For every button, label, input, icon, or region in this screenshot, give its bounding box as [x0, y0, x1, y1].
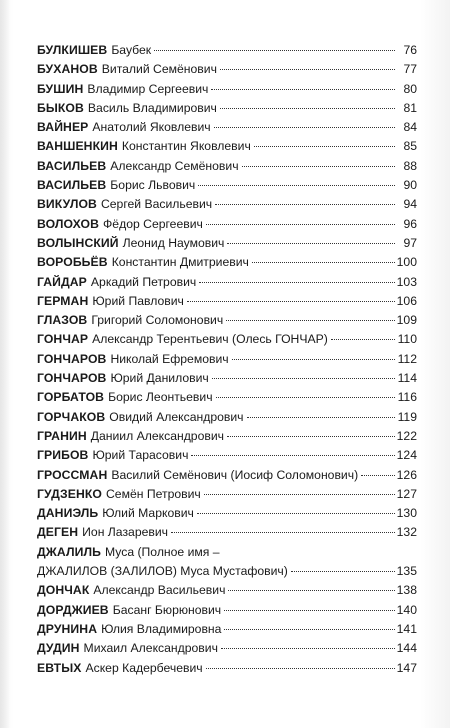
toc-entry-line [37, 350, 417, 369]
toc-entry-line [37, 581, 417, 600]
toc-entry [37, 639, 417, 658]
toc-entry-line [37, 485, 417, 504]
toc-entry [37, 620, 417, 639]
author-surname: ГОНЧАРОВ [37, 351, 107, 366]
author-given-name: Борис Леонтьевич [108, 390, 213, 405]
toc-entry-line [37, 195, 417, 214]
author-given-name: Василий Семёнович (Иосиф Соломонович) [111, 467, 359, 482]
toc-entry [37, 311, 417, 330]
author-surname: БУШИН [37, 81, 84, 96]
author-surname: ДРУНИНА [37, 621, 98, 636]
dot-leader [214, 127, 395, 128]
toc-entry [37, 157, 417, 176]
toc-entry-line [37, 80, 417, 99]
author-given-name: Константин Яковлевич [121, 139, 251, 154]
author-given-name: Овидий Александрович [109, 409, 244, 424]
author-given-name: Муса (Полное имя – [104, 544, 220, 559]
author-given-name: Сергей Васильевич [100, 197, 213, 212]
toc-entry [37, 330, 417, 349]
page-number: 97 [403, 235, 417, 250]
author-given-name: Николай Ефремович [110, 351, 229, 366]
toc-entry [37, 99, 417, 118]
page-number: 77 [403, 62, 417, 77]
dot-leader [226, 320, 394, 321]
author-surname: ДОНЧАК [37, 583, 90, 598]
toc-entry-line [37, 118, 417, 137]
toc-entry [37, 523, 417, 542]
toc-entry-line [37, 504, 417, 523]
page-number: 127 [396, 486, 417, 501]
author-given-name: Юрий Данилович [110, 371, 209, 386]
page-number: 130 [396, 506, 417, 521]
author-given-name: Василь Владимирович [87, 100, 217, 115]
page-number: 124 [396, 448, 417, 463]
author-surname: ВОЛОХОВ [37, 216, 100, 231]
toc-entry [37, 350, 417, 369]
toc-entry [37, 581, 417, 600]
author-surname: ГЛАЗОВ [37, 313, 88, 328]
author-surname: БУЛКИШЕВ [37, 43, 108, 57]
page-number: 114 [397, 371, 417, 386]
toc-entry [37, 543, 417, 582]
author-given-name: Виталий Семёнович [101, 62, 217, 77]
author-surname: ГАЙДАР [37, 274, 87, 289]
dot-leader [227, 243, 395, 244]
author-given-name: Григорий Соломонович [91, 313, 224, 328]
toc-entry-line [37, 659, 417, 678]
author-given-name: Семён Петрович [106, 486, 201, 501]
page-number: 84 [403, 120, 417, 135]
page-number: 141 [396, 621, 417, 636]
author-surname: ГОНЧАРОВ [37, 371, 107, 386]
author-given-name: Константин Дмитриевич [111, 255, 249, 270]
toc-entry [37, 659, 417, 678]
dot-leader [215, 204, 395, 205]
author-given-name: Басанг Бюрюнович [112, 602, 222, 617]
page-number: 103 [396, 274, 417, 289]
dot-leader [206, 668, 395, 669]
author-surname: БЫКОВ [37, 100, 84, 115]
author-surname: ГУДЗЕНКО [37, 486, 102, 501]
toc-entry-continuation-line [37, 562, 417, 581]
dot-leader [197, 513, 395, 514]
author-surname: ГЕРМАН [37, 293, 89, 308]
author-given-name: Владимир Сергеевич [87, 81, 209, 96]
author-surname: ГОРЧАКОВ [37, 409, 106, 424]
toc-entry [37, 118, 417, 137]
toc-entry-line [37, 234, 417, 253]
author-given-name: Александр Семёнович [110, 158, 239, 173]
page-number: 88 [403, 158, 417, 173]
dot-leader [221, 648, 395, 649]
toc-entry-line [37, 273, 417, 292]
dot-leader [227, 436, 395, 437]
dot-leader [254, 146, 395, 147]
page-number: 90 [403, 178, 417, 193]
toc-entry-line [37, 543, 417, 562]
author-surname: БУХАНОВ [37, 62, 98, 77]
author-given-name: Михаил Александрович [83, 641, 218, 656]
author-surname: ЕВТЫХ [37, 660, 82, 675]
toc-entry [37, 41, 417, 60]
dot-leader [361, 475, 395, 476]
page-number: 81 [403, 100, 417, 115]
toc-entry [37, 446, 417, 465]
toc-entry [37, 80, 417, 99]
page-number: 122 [396, 428, 417, 443]
dot-leader [247, 417, 395, 418]
author-given-name: Юлий Маркович [102, 506, 194, 521]
author-surname: ГРОССМАН [37, 467, 108, 482]
page-number: 80 [403, 81, 417, 96]
toc-entry [37, 273, 417, 292]
page-number: 138 [396, 583, 417, 598]
page-number: 112 [397, 351, 417, 366]
author-given-name: Александр Васильевич [93, 583, 226, 598]
author-given-name: Борис Львович [110, 178, 196, 193]
author-given-name: Леонид Наумович [122, 235, 225, 250]
page-number: 110 [397, 332, 417, 347]
author-given-name: Юлия Владимировна [101, 621, 222, 636]
toc-entry [37, 253, 417, 272]
author-surname: ВАСИЛЬЕВ [37, 178, 107, 193]
toc-entry-line [37, 427, 417, 446]
page-number: 116 [397, 390, 417, 405]
dot-leader [154, 50, 395, 51]
dot-leader [252, 262, 395, 263]
toc-entry [37, 408, 417, 427]
dot-leader [291, 571, 395, 572]
author-surname: ВОРОБЬЁВ [37, 255, 108, 270]
dot-leader [204, 494, 395, 495]
dot-leader [187, 301, 395, 302]
author-surname: ВОЛЫНСКИЙ [37, 235, 119, 250]
author-surname: ДУДИН [37, 641, 80, 656]
author-surname: ВАЙНЕР [37, 120, 89, 135]
page-number: 109 [396, 313, 417, 328]
toc-entry [37, 388, 417, 407]
toc-entry-line [37, 253, 417, 272]
dot-leader [212, 378, 395, 379]
toc-entry-line [37, 137, 417, 156]
page-number: 106 [396, 293, 417, 308]
page-number: 140 [396, 602, 417, 617]
author-given-name: Юрий Тарасович [92, 448, 189, 463]
toc-entry [37, 292, 417, 311]
author-given-name: Фёдор Сергеевич [103, 216, 203, 231]
page-number: 126 [396, 467, 417, 482]
page-number: 119 [397, 409, 417, 424]
toc-entry-line [37, 41, 417, 60]
author-surname: ДАНИЭЛЬ [37, 506, 99, 521]
toc-entry-line [37, 408, 417, 427]
toc-entry-line [37, 157, 417, 176]
toc-entry-line [37, 523, 417, 542]
page-number: 76 [403, 43, 417, 57]
dot-leader [216, 397, 395, 398]
toc-entry-line [37, 311, 417, 330]
dot-leader [206, 224, 395, 225]
dot-leader [228, 590, 394, 591]
toc-entry [37, 234, 417, 253]
author-surname: ДЕГЕН [37, 525, 79, 540]
toc-entry [37, 601, 417, 620]
author-given-name: Юрий Павлович [92, 293, 184, 308]
page-number: 144 [396, 641, 417, 656]
toc-entry [37, 60, 417, 79]
author-surname: ВАСИЛЬЕВ [37, 158, 107, 173]
toc-entry-line [37, 215, 417, 234]
dot-leader [242, 166, 395, 167]
author-given-name: Аркадий Петрович [90, 274, 197, 289]
dot-leader [199, 282, 394, 283]
toc-entry-line [37, 369, 417, 388]
toc-entry-line [37, 330, 417, 349]
toc-entry [37, 195, 417, 214]
toc-entry-line [37, 601, 417, 620]
toc-entry [37, 176, 417, 195]
author-name-continuation: ДЖАЛИЛОВ (ЗАЛИЛОВ) Муса Мустафович) [37, 564, 288, 579]
toc-entry-line [37, 446, 417, 465]
page-number: 135 [396, 564, 417, 579]
author-surname: ГОРБАТОВ [37, 390, 105, 405]
toc-entry [37, 466, 417, 485]
toc-entry [37, 215, 417, 234]
author-given-name: Ион Лазаревич [82, 525, 169, 540]
page-number: 94 [403, 197, 417, 212]
author-surname: ГРИБОВ [37, 448, 89, 463]
dot-leader [191, 455, 394, 456]
toc-entry-line [37, 176, 417, 195]
dot-leader [171, 532, 395, 533]
toc-entry [37, 369, 417, 388]
toc-entry-line [37, 99, 417, 118]
toc-entry-line [37, 388, 417, 407]
toc-entry-line [37, 639, 417, 658]
toc-entry [37, 137, 417, 156]
author-given-name: Даниил Александрович [90, 428, 224, 443]
toc-entry [37, 485, 417, 504]
page-number: 85 [403, 139, 417, 154]
toc-entry-line [37, 466, 417, 485]
author-surname: ГОНЧАР [37, 332, 89, 347]
toc-entry [37, 427, 417, 446]
author-given-name: Анатолий Яковлевич [92, 120, 211, 135]
page-number: 147 [396, 660, 417, 675]
author-surname: ВИКУЛОВ [37, 197, 97, 212]
dot-leader [224, 610, 395, 611]
dot-leader [232, 359, 395, 360]
toc-entry [37, 504, 417, 523]
dot-leader [224, 629, 394, 630]
toc-entry-line [37, 620, 417, 639]
page-number: 100 [396, 255, 417, 270]
page-number: 96 [403, 216, 417, 231]
author-surname: ДЖАЛИЛЬ [37, 544, 101, 559]
table-of-contents [37, 41, 417, 678]
author-given-name: Аскер Кадербечевич [85, 660, 203, 675]
dot-leader [220, 108, 395, 109]
dot-leader [220, 69, 395, 70]
dot-leader [198, 185, 395, 186]
toc-entry-line [37, 292, 417, 311]
dot-leader [211, 89, 395, 90]
author-surname: ВАНШЕНКИН [37, 139, 118, 154]
author-given-name: Александр Терентьевич (Олесь ГОНЧАР) [92, 332, 328, 347]
author-surname: ГРАНИН [37, 428, 87, 443]
dot-leader [331, 339, 395, 340]
page-number: 132 [396, 525, 417, 540]
toc-entry-line [37, 60, 417, 79]
spine-shadow [0, 0, 10, 728]
author-given-name: Баубек [111, 43, 152, 57]
author-surname: ДОРДЖИЕВ [37, 602, 109, 617]
